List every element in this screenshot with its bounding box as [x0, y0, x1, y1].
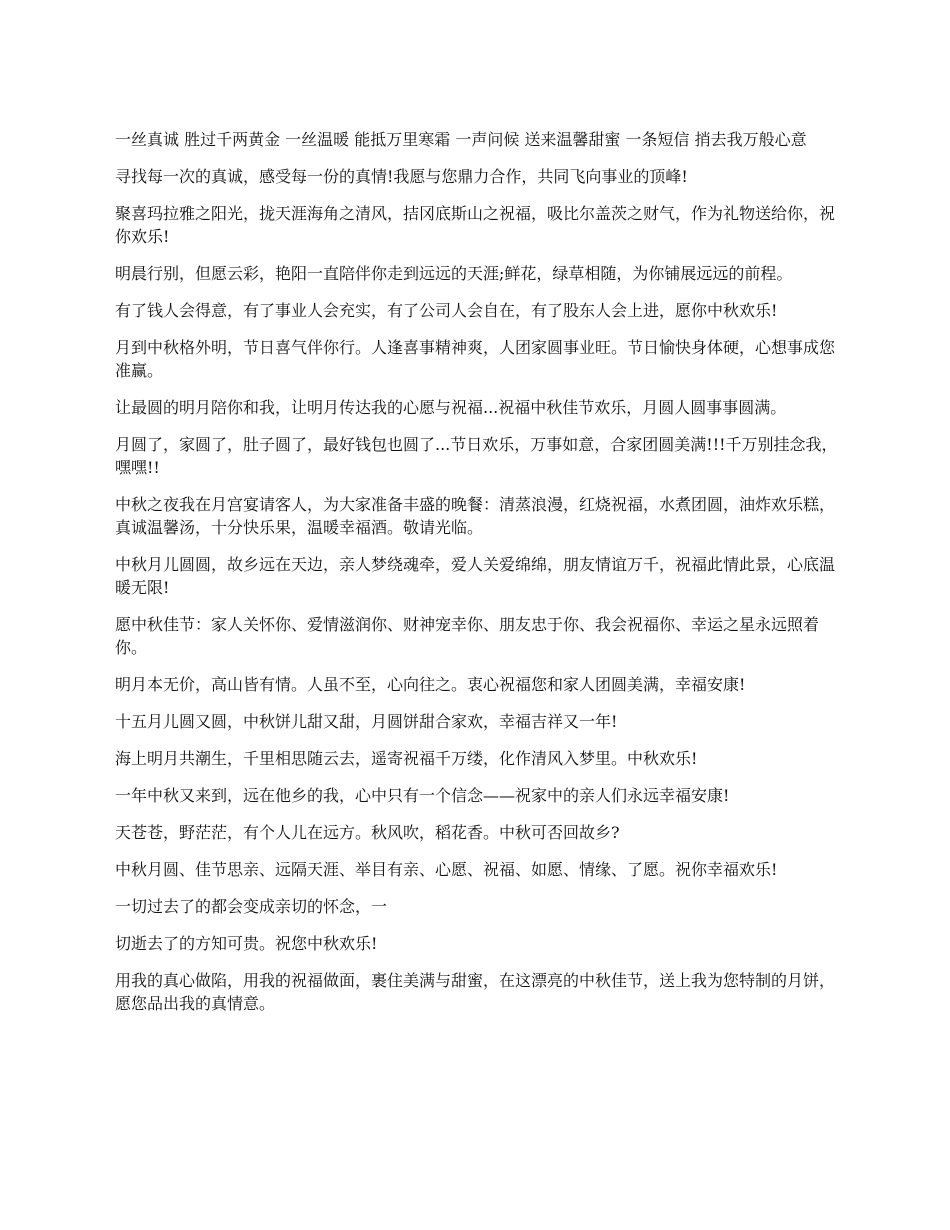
- paragraph: 十五月儿圆又圆，中秋饼儿甜又甜，月圆饼甜合家欢，幸福吉祥又一年!: [115, 712, 618, 731]
- paragraph: 聚喜玛拉雅之阳光，拢天涯海角之清风，拮冈底斯山之祝福，吸比尔盖茨之财气，作为礼物送给你，祝你欢乐!: [115, 204, 836, 246]
- paragraph: 一切过去了的都会变成亲切的怀念，一: [115, 897, 388, 916]
- paragraph: 让最圆的明月陪你和我，让明月传达我的心愿与祝福...祝福中秋佳节欢乐，月圆人圆事事圆满。: [115, 398, 787, 417]
- paragraph: 一丝真诚 胜过千两黄金 一丝温暖 能抵万里寒霜 一声问候 送来温馨甜蜜 一条短信 捎去我万般心意: [115, 130, 807, 149]
- paragraph: 用我的真心做陷，用我的祝福做面，裹住美满与甜蜜，在这漂亮的中秋佳节，送上我为您特制的月饼，愿您品出我的真情意。: [115, 971, 836, 1013]
- paragraph: 中秋月圆、佳节思亲、远隔天涯、举目有亲、心愿、祝福、如愿、情缘、了愿。祝你幸福欢乐!: [115, 860, 778, 879]
- paragraph: 愿中秋佳节：家人关怀你、爱情滋润你、财神宠幸你、朋友忠于你、我会祝福你、幸运之星永远照着你。: [115, 615, 820, 657]
- paragraph: 月到中秋格外明，节日喜气伴你行。人逢喜事精神爽，人团家圆事业旺。节日愉快身体硬，心想事成您准赢。: [115, 338, 836, 380]
- paragraph: 一年中秋又来到，远在他乡的我，心中只有一个信念——祝家中的亲人们永远幸福安康!: [115, 786, 730, 805]
- paragraph: 中秋月儿圆圆，故乡远在天边，亲人梦绕魂牵，爱人关爱绵绵，朋友情谊万千，祝福此情此景，心底温暖无限!: [115, 555, 836, 597]
- paragraph: 月圆了，家圆了，肚子圆了，最好钱包也圆了...节日欢乐，万事如意，合家团圆美满!!!千万别挂念我，嘿嘿!!: [115, 435, 838, 477]
- paragraph: 明月本无价，高山皆有情。人虽不至，心向往之。衷心祝福您和家人团圆美满，幸福安康!: [115, 675, 746, 694]
- paragraph: 明晨行别，但愿云彩，艳阳一直陪伴你走到远远的天涯;鲜花，绿草相随，为你铺展远远的前程。: [115, 264, 793, 283]
- paragraph: 切逝去了的方知可贵。祝您中秋欢乐!: [115, 934, 378, 953]
- paragraph: 中秋之夜我在月宫宴请客人，为大家准备丰盛的晚餐：清蒸浪漫，红烧祝福，水煮团圆，油炸欢乐糕，真诚温馨汤，十分快乐果，温暖幸福酒。敬请光临。: [115, 495, 836, 537]
- paragraph: 天苍苍，野茫茫，有个人儿在远方。秋风吹，稻花香。中秋可否回故乡?: [115, 823, 620, 842]
- paragraph: 海上明月共潮生，千里相思随云去，遥寄祝福千万缕，化作清风入梦里。中秋欢乐!: [115, 749, 698, 768]
- paragraph: 寻找每一次的真诚，感受每一份的真情!我愿与您鼎力合作，共同飞向事业的顶峰!: [115, 167, 688, 186]
- document-body: [115, 128, 840, 1029]
- paragraph: 有了钱人会得意，有了事业人会充实，有了公司人会自在，有了股东人会上进，愿你中秋欢乐!: [115, 301, 778, 320]
